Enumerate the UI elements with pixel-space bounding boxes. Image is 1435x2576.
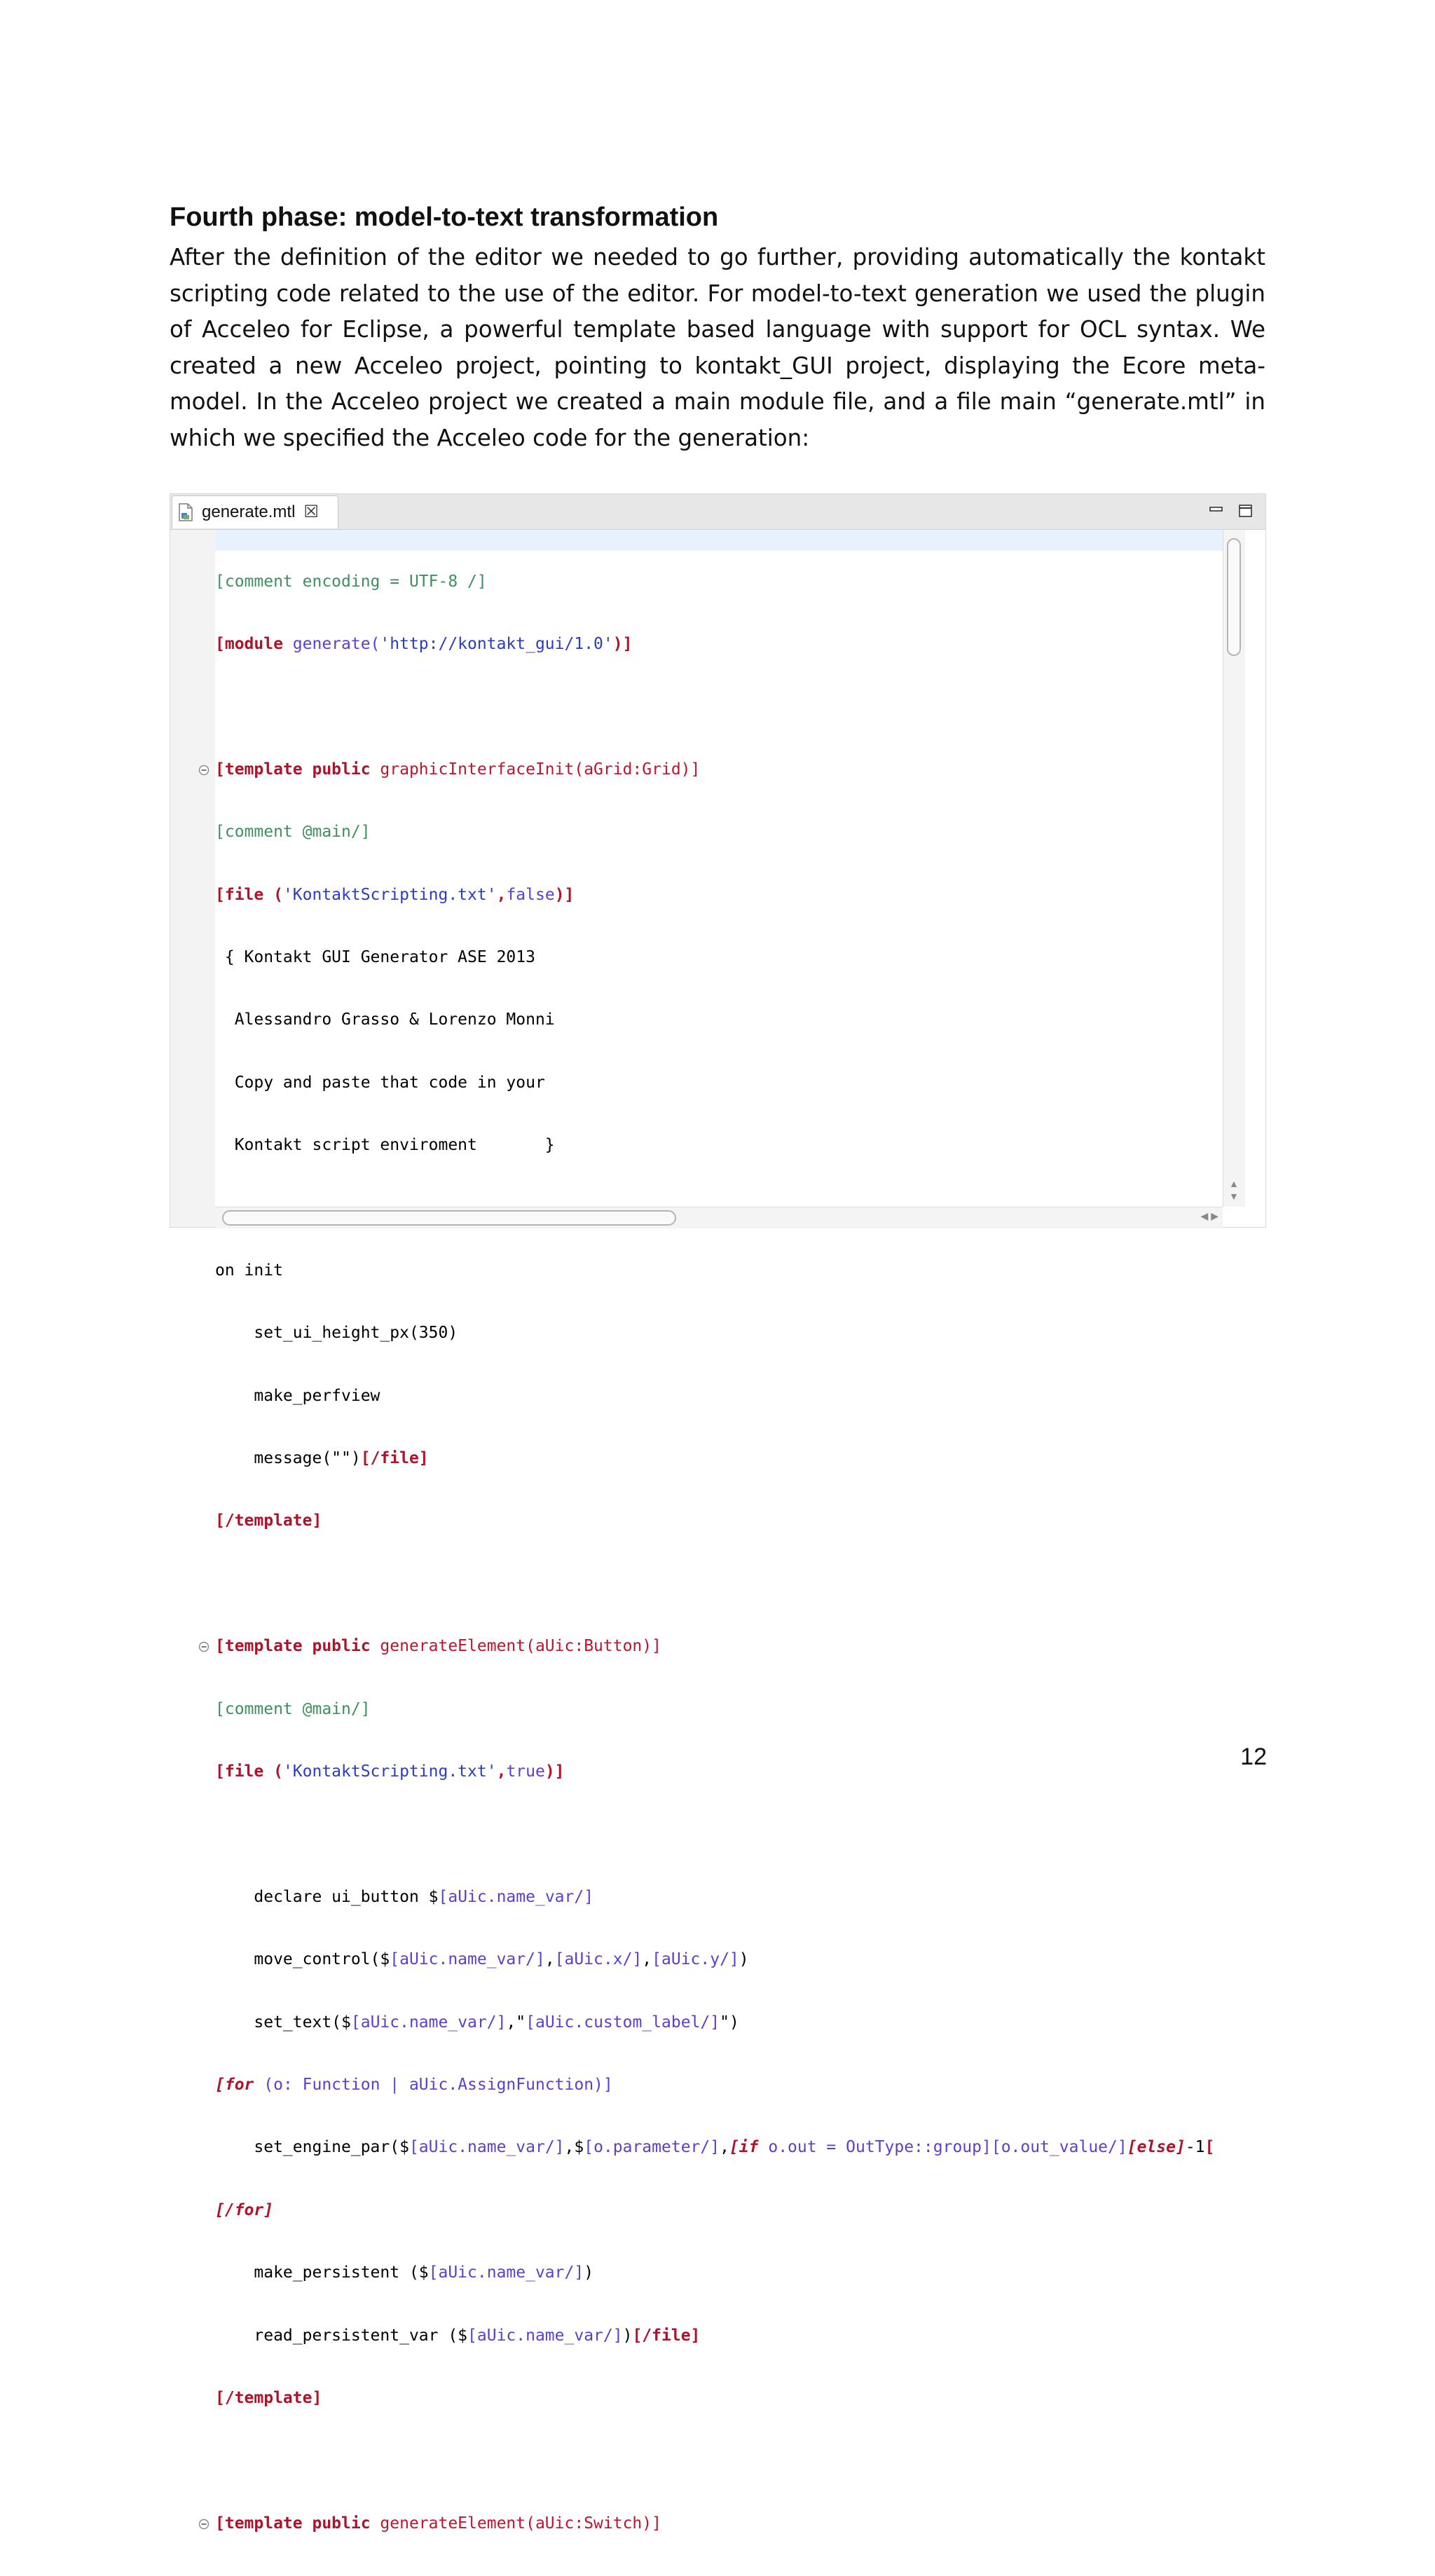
- code-line: set_text($[aUic.name_var/],"[aUic.custom_label/]"): [215, 2013, 739, 2032]
- page-content: [170, 200, 1265, 457]
- horizontal-scrollbar[interactable]: [215, 1207, 1223, 1228]
- section-heading: Fourth phase: model-to-text transformation: [170, 203, 719, 232]
- code-line: [module generate('http://kontakt_gui/1.0')]: [215, 634, 633, 653]
- code-line: make_perfview: [215, 1386, 380, 1405]
- vertical-scroll-arrows[interactable]: [1229, 1177, 1239, 1203]
- scroll-right-icon[interactable]: ▶: [1211, 1210, 1218, 1221]
- vertical-scrollbar[interactable]: [1223, 530, 1245, 1207]
- code-line: message("")[/file]: [215, 1449, 429, 1468]
- code-line: Kontakt script enviroment }: [215, 1136, 555, 1155]
- code-line: [/template]: [215, 1512, 322, 1530]
- code-line: on init: [215, 1261, 283, 1280]
- code-line: [file ('KontaktScripting.txt',false)]: [215, 885, 575, 904]
- code-line: make_persistent ($[aUic.name_var/]): [215, 2263, 594, 2282]
- code-line: [215, 2451, 1223, 2472]
- code-line: set_ui_height_px(350): [215, 1324, 458, 1343]
- fold-icon[interactable]: [198, 765, 210, 776]
- code-line: set_engine_par($[aUic.name_var/],$[o.parameter/],[if o.out = OutType::group][o.out_value/][else]-1[: [215, 2138, 1215, 2157]
- close-icon[interactable]: ☒: [303, 502, 319, 521]
- code-area[interactable]: [215, 530, 1223, 2576]
- maximize-icon[interactable]: [1238, 504, 1254, 518]
- horizontal-scroll-arrows[interactable]: [1201, 1210, 1218, 1222]
- tab-label: generate.mtl: [202, 502, 296, 521]
- code-line: [for (o: Function | aUic.AssignFunction)]: [215, 2075, 613, 2094]
- code-line: [/for]: [215, 2200, 274, 2219]
- scroll-down-icon[interactable]: ▼: [1229, 1191, 1239, 1202]
- code-line: [215, 697, 1223, 718]
- page-number: 12: [1240, 1743, 1267, 1770]
- code-line: [/template]: [215, 2388, 322, 2407]
- code-line: [215, 1574, 1223, 1595]
- code-line: move_control($[aUic.name_var/],[aUic.x/],[aUic.y/]): [215, 1950, 749, 1969]
- vertical-scroll-thumb[interactable]: [1227, 538, 1241, 656]
- scroll-up-icon[interactable]: ▲: [1229, 1178, 1239, 1189]
- code-line: [file ('KontaktScripting.txt',true)]: [215, 1762, 565, 1781]
- file-icon: [178, 503, 193, 521]
- minimize-icon[interactable]: [1209, 504, 1224, 518]
- code-line: Copy and paste that code in your: [215, 1073, 545, 1092]
- code-editor[interactable]: [215, 530, 1223, 2533]
- code-line: [comment @main/]: [215, 1699, 371, 1718]
- code-line: declare ui_button $[aUic.name_var/]: [215, 1887, 594, 1906]
- scroll-left-icon[interactable]: ◀: [1200, 1210, 1209, 1221]
- code-line: [template public graphicInterfaceInit(aGrid:Grid)]: [215, 760, 1223, 781]
- editor-gutter: [170, 530, 215, 1227]
- editor-tabbar: [170, 494, 1265, 530]
- code-line: [template public generateElement(aUic:Button)]: [215, 1636, 1223, 1657]
- code-line: read_persistent_var ($[aUic.name_var/])[/file]: [215, 2326, 701, 2345]
- code-line: [comment @main/]: [215, 823, 371, 842]
- code-line: [template public generateElement(aUic:Switch)]: [215, 2514, 1223, 2535]
- body-paragraph: After the definition of the editor we needed to go further, providing automatically the kontakt scripting code related to the use of the editor. For model-to-text generation we used the plugin of Acceleo for Eclipse, a powerful template based language with support for OCL syntax. We created a new Acceleo project, pointing to kontakt_GUI project, displaying the Ecore meta-model. In the Acceleo project we created a main module file, and a file main “generate.mtl” in which we specified the Acceleo code for the generation:: [170, 244, 1265, 451]
- tab-generate-mtl[interactable]: [172, 495, 338, 528]
- code-line: Alessandro Grasso & Lorenzo Monni: [215, 1010, 555, 1029]
- fold-icon[interactable]: [198, 2519, 210, 2530]
- fold-icon[interactable]: [198, 1641, 210, 1652]
- horizontal-scroll-thumb[interactable]: [222, 1210, 676, 1226]
- code-line: [215, 1824, 1223, 1845]
- code-line: { Kontakt GUI Generator ASE 2013: [215, 947, 535, 966]
- code-line: [comment encoding = UTF-8 /]: [215, 572, 487, 591]
